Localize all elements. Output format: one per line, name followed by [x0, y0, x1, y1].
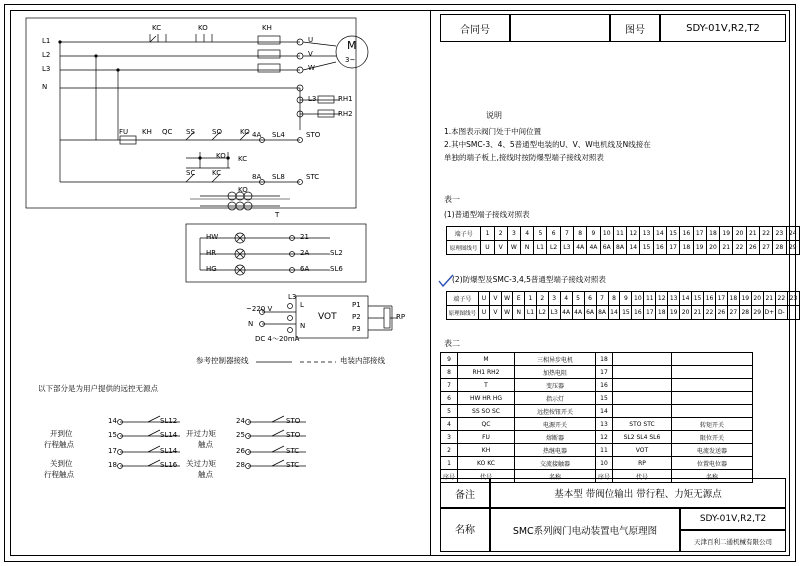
label-SL8: SL8	[272, 173, 285, 181]
table-cell: 远控按钮开关	[515, 405, 596, 418]
table-cell	[613, 366, 672, 379]
table-cell: 18	[596, 353, 613, 366]
table-cell: T	[458, 379, 515, 392]
label-FU: FU	[119, 128, 129, 136]
label-dc-output: DC 4～20mA	[255, 335, 300, 343]
label-KO3: KO	[216, 152, 226, 160]
table-cell: SS SO SC	[458, 405, 515, 418]
table-cell: VOT	[613, 444, 672, 457]
label-KO2: KO	[240, 128, 250, 136]
label-L2: L2	[42, 51, 51, 59]
terminal-mapping-table: 端子号 U V W E 1 2 3 4 5 6 7 8 9 10 11 12 13 14 15 16 17 18 19 20 21 22 23 原理图线号 U V W N L1 L2 L3 4A 4A 6A 8A 14 15 16 17 18 19 20 21 22 26 27 28 29 D+ D-	[446, 291, 800, 320]
switch-STC-b: STC	[286, 461, 300, 469]
label-open-position: 开到位	[50, 429, 73, 438]
label-KO: KO	[198, 24, 208, 32]
table-cell	[672, 366, 753, 379]
table-cell: STO STC	[613, 418, 672, 431]
table-cell	[613, 379, 672, 392]
table-cell: 12	[596, 431, 613, 444]
label-8A: 8A	[252, 173, 262, 181]
label-6A: 6A	[300, 265, 310, 273]
table-cell: 代号	[613, 470, 672, 483]
table-cell	[613, 405, 672, 418]
label-T: T	[275, 211, 280, 219]
terminal-table-explosionproof	[446, 291, 800, 320]
terminal-25: 25	[236, 431, 245, 439]
label-KC3: KC	[212, 169, 222, 177]
drawing-label-cell: 图号	[610, 14, 660, 42]
label-open-torque-2: 触点	[198, 440, 213, 449]
table-row	[441, 353, 753, 366]
table-cell: QC	[458, 418, 515, 431]
label-STO: STO	[306, 131, 321, 139]
terminal-24: 24	[236, 417, 245, 425]
table-cell	[672, 353, 753, 366]
label-SL6: SL6	[330, 265, 343, 273]
table-cell: 交流接触器	[515, 457, 596, 470]
terminal-28: 28	[236, 461, 245, 469]
label-L3-heater: L3	[308, 95, 317, 103]
table-cell	[613, 353, 672, 366]
table-cell: 序号	[441, 470, 458, 483]
table-cell: 2	[441, 444, 458, 457]
table-cell	[672, 392, 753, 405]
table-cell: 10	[596, 457, 613, 470]
company-cell: 天津百利二通机械有限公司	[680, 530, 786, 552]
table-cell: SL2 SL4 SL6	[613, 431, 672, 444]
table1-caption: 表一	[444, 195, 460, 204]
label-SS: SS	[186, 128, 195, 136]
label-2A: 2A	[300, 249, 310, 257]
label-N: N	[42, 83, 48, 91]
label-4A: 4A	[252, 131, 262, 139]
table1-sub2: (2)防爆型及SMC-3,4,5普通型端子接线对照表	[452, 275, 606, 284]
name-value-cell: SMC系列阀门电动装置电气原理图	[490, 508, 680, 552]
label-VOT: VOT	[318, 312, 337, 322]
terminal-15: 15	[108, 431, 117, 439]
label-KC2: KC	[238, 155, 248, 163]
terminal-mapping-table: 端子号 1 2 3 4 5 6 7 8 9 10 11 12 13 14 15 16 17 18 19 20 21 22 23 24 原理图线号 U V W N L1 L2 L3 4A 4A 6A 8A 14 15 16 17 18 19 20 21 22 26 27 28 29	[446, 226, 800, 255]
table-cell: 变压器	[515, 379, 596, 392]
table-cell: RP	[613, 457, 672, 470]
label-L-vot: L	[300, 301, 304, 309]
motor-symbol-label: M	[347, 39, 357, 52]
label-open-torque: 开过力矩	[186, 429, 216, 438]
table-row	[441, 366, 753, 379]
label-P1: P1	[352, 301, 361, 309]
table-cell: 序号	[596, 470, 613, 483]
table-row	[441, 379, 753, 392]
label-close-torque-2: 触点	[198, 470, 213, 479]
label-V: V	[308, 50, 313, 58]
label-N-vot: N	[248, 320, 254, 328]
table-cell: 1	[441, 457, 458, 470]
table-row	[441, 405, 753, 418]
table-cell: 三相异步电机	[515, 353, 596, 366]
label-220v: ~220 V	[246, 305, 273, 313]
component-legend-table	[440, 352, 753, 483]
legend-internal-wiring: 电装内部接线	[340, 356, 385, 365]
terminal-14: 14	[108, 417, 117, 425]
name-label-cell: 名称	[440, 508, 490, 552]
code-value-cell: SDY-01V,R2,T2	[680, 508, 786, 530]
table-cell: 14	[596, 405, 613, 418]
table-cell: 9	[441, 353, 458, 366]
notes-heading: 说明	[486, 111, 502, 120]
terminal-18: 18	[108, 461, 117, 469]
label-L3: L3	[42, 65, 51, 73]
contract-label-cell: 合同号	[440, 14, 510, 42]
table-row	[441, 431, 753, 444]
note-2: 2.其中SMC-3、4、5普通型电装的U、V、W电机线及N线接在	[444, 140, 651, 149]
remark-label-cell: 备注	[440, 478, 490, 508]
label-HG: HG	[206, 265, 217, 273]
label-21: 21	[300, 233, 309, 241]
remote-note: 以下部分是为用户提供的远控无源点	[38, 384, 158, 393]
legend-controller-wiring: 参考控制器接线	[196, 356, 249, 365]
label-KH2: KH	[142, 128, 152, 136]
label-HR: HR	[206, 249, 217, 257]
table-row	[441, 457, 753, 470]
table2-caption: 表二	[444, 339, 460, 348]
table-cell: 8	[441, 366, 458, 379]
table-cell: FU	[458, 431, 515, 444]
switch-SL12: SL12	[160, 417, 178, 425]
table-cell: 5	[441, 405, 458, 418]
contract-value-cell	[510, 14, 610, 42]
table-cell	[613, 392, 672, 405]
table-cell: 名称	[672, 470, 753, 483]
label-RP: RP	[396, 313, 406, 321]
terminal-17: 17	[108, 447, 117, 455]
table-cell	[672, 405, 753, 418]
label-SL4: SL4	[272, 131, 285, 139]
table-cell: M	[458, 353, 515, 366]
label-L3-vot: L3	[288, 293, 297, 301]
label-KC: KC	[152, 24, 162, 32]
motor-phase-label: 3~	[345, 56, 356, 64]
label-close-position-2: 行程触点	[44, 470, 74, 479]
label-P3: P3	[352, 325, 361, 333]
label-STC: STC	[306, 173, 320, 181]
table-cell: 转矩开关	[672, 418, 753, 431]
note-3: 单独的端子板上,接线时按防爆型端子接线对照表	[444, 153, 604, 162]
panel-divider	[430, 10, 431, 556]
label-U: U	[308, 36, 314, 44]
table-cell: 限位开关	[672, 431, 753, 444]
label-N2-vot: N	[300, 322, 306, 330]
note-1: 1.本图表示阀门处于中间位置	[444, 127, 542, 136]
label-W: W	[308, 64, 315, 72]
table-cell: 代号	[458, 470, 515, 483]
terminal-table-standard	[446, 226, 800, 255]
label-RH2: RH2	[338, 110, 353, 118]
table-cell: 16	[596, 379, 613, 392]
table1-sub1: (1)普通型端子接线对照表	[444, 210, 530, 219]
switch-STO-b: STO	[286, 431, 301, 439]
label-close-position: 关到位	[50, 459, 73, 468]
table-cell: KH	[458, 444, 515, 457]
table-cell: 3	[441, 431, 458, 444]
label-open-position-2: 行程触点	[44, 440, 74, 449]
switch-STO: STO	[286, 417, 301, 425]
table-cell: 加热电阻	[515, 366, 596, 379]
table-cell: 15	[596, 392, 613, 405]
switch-SL16: SL16	[160, 461, 178, 469]
label-RH1: RH1	[338, 95, 353, 103]
label-P2: P2	[352, 313, 361, 321]
label-KH: KH	[262, 24, 272, 32]
drawing-value-cell: SDY-01V,R2,T2	[660, 14, 786, 42]
table-cell: 熔断器	[515, 431, 596, 444]
table-cell: 4	[441, 418, 458, 431]
table-row	[441, 392, 753, 405]
switch-SL14: SL14	[160, 431, 178, 439]
table-row	[441, 444, 753, 457]
legend-table	[440, 352, 753, 483]
terminal-26: 26	[236, 447, 245, 455]
table-cell: 指示灯	[515, 392, 596, 405]
table-cell	[672, 379, 753, 392]
table-row	[441, 418, 753, 431]
table-cell: 位置电位器	[672, 457, 753, 470]
table-cell: HW HR HG	[458, 392, 515, 405]
table-cell: 11	[596, 444, 613, 457]
table-cell: 13	[596, 418, 613, 431]
switch-STC: STC	[286, 447, 300, 455]
table-cell: 6	[441, 392, 458, 405]
table-cell: 电源开关	[515, 418, 596, 431]
table-cell: KO KC	[458, 457, 515, 470]
table-cell: 名称	[515, 470, 596, 483]
table-cell: 7	[441, 379, 458, 392]
table-cell: RH1 RH2	[458, 366, 515, 379]
label-SO: SO	[212, 128, 222, 136]
label-HW: HW	[206, 233, 219, 241]
label-QC: QC	[162, 128, 173, 136]
table-cell: 热继电器	[515, 444, 596, 457]
label-L1: L1	[42, 37, 51, 45]
remark-value-cell: 基本型 带阀位输出 带行程、力矩无源点	[490, 478, 786, 508]
label-SL2: SL2	[330, 249, 343, 257]
table-cell: 电流发送器	[672, 444, 753, 457]
label-SC: SC	[186, 169, 196, 177]
table-cell: 17	[596, 366, 613, 379]
label-close-torque: 关过力矩	[186, 459, 216, 468]
label-KO4: KO	[238, 186, 248, 194]
switch-SL14b: SL14	[160, 447, 178, 455]
